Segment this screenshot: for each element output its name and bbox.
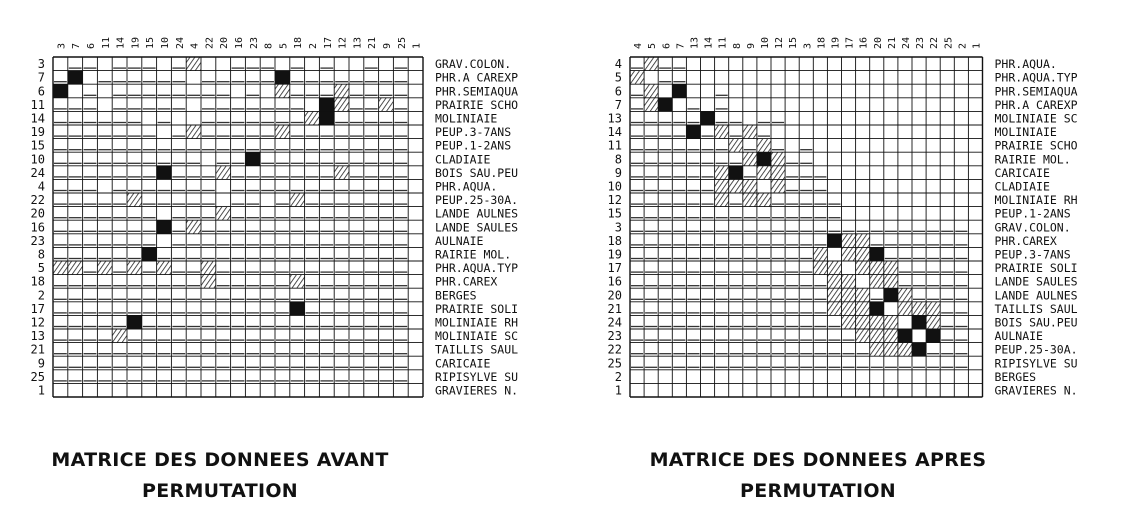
row-name: PHR.SEMIAQUA: [994, 84, 1078, 99]
right-title-line1: MATRICE DES DONNEES APRES: [649, 449, 987, 471]
row-name: PHR.CAREX: [994, 233, 1057, 248]
row-label: 21: [607, 301, 622, 316]
matrix-cell: [912, 343, 926, 357]
matrix-cell: [912, 302, 926, 316]
column-label: 8: [731, 42, 743, 49]
row-name: RIPISYLVE SU: [994, 356, 1078, 371]
row-label: 21: [30, 342, 45, 357]
row-label: 5: [614, 70, 622, 85]
column-label: 13: [352, 36, 364, 49]
row-label: 7: [614, 97, 622, 112]
row-label: 23: [30, 233, 45, 248]
matrix-cell: [898, 302, 912, 316]
matrix-cell: [898, 343, 912, 357]
row-name: RAIRIE MOL.: [435, 247, 512, 262]
column-label: 18: [293, 36, 305, 49]
matrix-cell: [729, 166, 743, 180]
matrix-cell: [827, 234, 841, 248]
matrix-cell: [884, 275, 898, 289]
row-name: LANDE AULNES: [994, 288, 1078, 303]
row-label: 17: [30, 301, 45, 316]
row-name: PHR.SEMIAQUA: [435, 84, 519, 99]
column-label: 4: [633, 42, 645, 49]
row-name: BOIS SAU.PEU: [994, 315, 1078, 330]
row-label: 15: [30, 138, 45, 153]
column-label: 24: [900, 36, 912, 49]
matrix-cell: [842, 234, 856, 248]
matrix-cell: [870, 247, 884, 261]
row-name: MOLINIAIE RH: [994, 193, 1078, 208]
row-label: 3: [614, 220, 622, 235]
row-name: PEUP.25-30A.: [435, 193, 519, 208]
matrix-cell: [186, 57, 201, 71]
matrix-cell: [157, 261, 172, 275]
left-title-line1: MATRICE DES DONNEES AVANT: [51, 449, 389, 471]
matrix-cell: [827, 288, 841, 302]
column-label: 21: [367, 36, 379, 49]
row-label: 1: [614, 383, 622, 398]
matrix-cell: [842, 315, 856, 329]
matrix-cell: [884, 343, 898, 357]
row-name: BERGES: [994, 369, 1037, 384]
matrix-cell: [275, 84, 290, 98]
matrix-cell: [884, 288, 898, 302]
matrix-cell: [157, 220, 172, 234]
column-label: 1: [971, 42, 983, 49]
row-label: 9: [614, 165, 622, 180]
matrix-cell: [157, 166, 172, 180]
row-label: 17: [607, 261, 622, 276]
row-name: RIPISYLVE SU: [435, 369, 519, 384]
row-label: 1: [37, 383, 45, 398]
matrix-cell: [290, 275, 305, 289]
matrix-cell: [729, 179, 743, 193]
matrix-cell: [771, 166, 785, 180]
matrix-cell: [379, 98, 394, 112]
column-label: 9: [382, 42, 393, 49]
left-title: [0, 445, 440, 507]
matrix-cell: [870, 315, 884, 329]
row-label: 18: [607, 233, 622, 248]
row-name: AULNAIE: [994, 329, 1043, 344]
row-label: 25: [30, 369, 45, 384]
matrix-cell: [743, 125, 757, 139]
matrix-cell: [290, 302, 305, 316]
matrix-cell: [827, 275, 841, 289]
column-label: 9: [745, 42, 757, 49]
column-label: 20: [872, 36, 884, 49]
row-name: PHR.A CAREXP: [994, 97, 1078, 112]
column-label: 11: [100, 36, 112, 49]
row-name: PHR.AQUA.TYP: [994, 70, 1078, 85]
column-label: 23: [915, 36, 927, 49]
row-name: RAIRIE MOL.: [994, 152, 1071, 167]
row-name: PRAIRIE SOLI: [435, 301, 519, 316]
matrix-cell: [644, 98, 658, 112]
matrix-cell: [686, 125, 700, 139]
matrix-cell: [127, 193, 142, 207]
matrix-cell: [275, 125, 290, 139]
matrix-cell: [884, 261, 898, 275]
row-label: 2: [614, 369, 622, 384]
row-name: MOLINIAIE RH: [435, 315, 519, 330]
column-label: 12: [337, 36, 349, 49]
column-label: 3: [802, 42, 814, 49]
matrix-cell: [856, 329, 870, 343]
row-name: PHR.A CAREXP: [435, 70, 519, 85]
matrix-cell: [334, 84, 349, 98]
column-label: 5: [647, 42, 659, 49]
row-label: 24: [607, 315, 622, 330]
matrix-cell: [216, 166, 231, 180]
row-name: MOLINIAIE: [994, 125, 1057, 140]
matrix-cell: [715, 125, 729, 139]
row-label: 16: [30, 220, 45, 235]
row-label: 8: [37, 247, 45, 262]
column-label: 12: [774, 36, 786, 49]
column-label: 17: [322, 36, 334, 49]
matrix-cell: [757, 166, 771, 180]
row-label: 15: [607, 206, 622, 221]
matrix-cell: [68, 71, 83, 85]
row-label: 25: [607, 356, 622, 371]
row-label: 18: [30, 274, 45, 289]
column-label: 2: [308, 42, 319, 49]
row-name: PHR.AQUA.TYP: [435, 261, 519, 276]
matrix-cell: [757, 193, 771, 207]
column-label: 16: [858, 36, 870, 49]
row-label: 11: [607, 138, 622, 153]
matrix-cell: [757, 152, 771, 166]
matrix-cell: [715, 179, 729, 193]
row-name: PEUP.1-2ANS: [435, 138, 512, 153]
matrix-cell: [842, 288, 856, 302]
row-label: 6: [614, 84, 622, 99]
matrix-cell: [926, 302, 940, 316]
row-label: 16: [607, 274, 622, 289]
row-label: 6: [37, 84, 45, 99]
row-name: PHR.AQUA.: [994, 57, 1057, 72]
matrix-cell: [658, 98, 672, 112]
matrix-cell: [842, 275, 856, 289]
row-name: PHR.CAREX: [435, 274, 498, 289]
matrix-cell: [771, 152, 785, 166]
row-name: TAILLIS SAUL: [994, 301, 1078, 316]
matrix-cell: [729, 139, 743, 153]
matrix-before-permutation: [31, 37, 519, 398]
matrix-cell: [630, 71, 644, 85]
row-label: 5: [37, 261, 45, 276]
row-label: 20: [607, 288, 622, 303]
matrix-cell: [644, 84, 658, 98]
matrix-cell: [898, 288, 912, 302]
column-label: 4: [189, 42, 201, 49]
row-label: 13: [30, 329, 45, 344]
row-name: BERGES: [435, 288, 477, 303]
row-name: CARICAIE: [435, 356, 491, 371]
column-label: 25: [943, 36, 955, 49]
matrix-cell: [856, 302, 870, 316]
column-label: 6: [661, 42, 673, 49]
row-label: 19: [30, 125, 45, 140]
row-label: 4: [614, 57, 622, 72]
row-name: GRAV.COLON.: [994, 220, 1071, 235]
matrix-cell: [884, 315, 898, 329]
row-name: CLADIAIE: [994, 179, 1050, 194]
row-label: 24: [30, 165, 45, 180]
row-label: 10: [30, 152, 45, 167]
column-label: 14: [115, 36, 127, 49]
matrix-cell: [127, 315, 142, 329]
matrix-cell: [305, 111, 320, 125]
matrix-cell: [870, 329, 884, 343]
matrix-after-permutation: [608, 37, 1078, 398]
matrix-cell: [757, 139, 771, 153]
row-label: 23: [607, 329, 622, 344]
row-label: 7: [37, 70, 45, 85]
matrix-cell: [898, 329, 912, 343]
row-name: PEUP.3-7ANS: [435, 125, 512, 140]
column-label: 11: [717, 36, 729, 49]
row-name: PEUP.25-30A.: [994, 342, 1078, 357]
matrix-cell: [216, 207, 231, 221]
column-label: 23: [248, 36, 260, 49]
column-label: 20: [219, 36, 231, 49]
matrix-cell: [290, 193, 305, 207]
row-label: 13: [607, 111, 622, 126]
matrix-cell: [856, 288, 870, 302]
matrix-cell: [856, 234, 870, 248]
column-label: 5: [278, 42, 290, 49]
matrix-cell: [856, 261, 870, 275]
row-name: PEUP.3-7ANS: [994, 247, 1071, 262]
matrix-cell: [827, 261, 841, 275]
matrix-cell: [926, 315, 940, 329]
matrix-cell: [743, 193, 757, 207]
matrix-cell: [319, 98, 334, 112]
matrix-cell: [870, 275, 884, 289]
matrix-cell: [53, 84, 68, 98]
column-label: 22: [204, 36, 216, 49]
matrix-cell: [870, 302, 884, 316]
row-label: 12: [30, 315, 45, 330]
row-name: MOLINIAIE SC: [435, 329, 519, 344]
matrix-cell: [53, 261, 68, 275]
matrix-cell: [701, 111, 715, 125]
row-name: LANDE SAULES: [435, 220, 519, 235]
matrix-cell: [186, 125, 201, 139]
row-name: PRAIRIE SCHO: [994, 138, 1078, 153]
matrix-cell: [743, 152, 757, 166]
matrix-cell: [856, 247, 870, 261]
right-title-line2: PERMUTATION: [740, 480, 896, 502]
column-label: 22: [929, 36, 941, 49]
column-label: 25: [396, 36, 408, 49]
row-name: BOIS SAU.PEU: [435, 165, 519, 180]
column-label: 13: [689, 36, 701, 49]
matrix-cell: [771, 179, 785, 193]
matrix-cell: [884, 329, 898, 343]
row-name: LANDE AULNES: [435, 206, 519, 221]
matrix-cell: [715, 166, 729, 180]
row-name: PEUP.1-2ANS: [994, 206, 1071, 221]
row-label: 19: [607, 247, 622, 262]
row-name: GRAV.COLON.: [435, 57, 512, 72]
matrix-cell: [912, 315, 926, 329]
column-label: 24: [174, 36, 186, 49]
matrix-cell: [142, 247, 157, 261]
column-label: 19: [130, 36, 142, 49]
column-label: 1: [411, 42, 423, 49]
column-label: 15: [788, 36, 800, 49]
column-label: 7: [71, 42, 83, 49]
right-title: [598, 445, 1038, 507]
column-label: 8: [263, 42, 275, 49]
matrix-cell: [275, 71, 290, 85]
matrix-cell: [644, 57, 658, 71]
row-label: 14: [607, 125, 622, 140]
matrix-cell: [743, 179, 757, 193]
matrix-cell: [245, 152, 260, 166]
row-name: GRAVIERES N.: [435, 383, 519, 398]
matrix-cell: [926, 329, 940, 343]
row-label: 10: [607, 179, 622, 194]
row-name: AULNAIE: [435, 233, 484, 248]
row-name: MOLINIAIE SC: [994, 111, 1078, 126]
row-label: 14: [30, 111, 45, 126]
matrix-cell: [715, 193, 729, 207]
row-name: PRAIRIE SCHO: [435, 97, 519, 112]
matrix-cell: [68, 261, 83, 275]
column-label: 2: [957, 42, 969, 49]
matrix-cell: [334, 166, 349, 180]
matrix-cell: [97, 261, 112, 275]
matrix-cell: [112, 329, 127, 343]
matrix-cell: [672, 84, 686, 98]
matrix-cell: [334, 98, 349, 112]
matrix-cell: [201, 275, 216, 289]
matrix-cell: [127, 261, 142, 275]
left-title-line2: PERMUTATION: [142, 480, 298, 502]
matrix-cell: [870, 261, 884, 275]
row-label: 12: [607, 193, 622, 208]
matrix-cell: [842, 302, 856, 316]
row-label: 22: [30, 193, 45, 208]
row-label: 22: [607, 342, 622, 357]
column-label: 3: [56, 42, 68, 49]
column-label: 17: [844, 36, 856, 49]
column-label: 14: [703, 36, 715, 49]
column-label: 16: [234, 36, 245, 49]
column-label: 19: [830, 36, 842, 49]
row-name: MOLINIAIE: [435, 111, 498, 126]
row-name: PRAIRIE SOLI: [994, 261, 1078, 276]
matrix-cell: [842, 247, 856, 261]
row-label: 4: [37, 179, 45, 194]
column-label: 6: [86, 42, 97, 49]
matrix-cell: [813, 261, 827, 275]
matrix-cell: [856, 315, 870, 329]
row-name: PHR.AQUA.: [435, 179, 498, 194]
row-name: LANDE SAULES: [994, 274, 1078, 289]
row-label: 2: [37, 288, 45, 303]
row-name: CARICAIE: [994, 165, 1050, 180]
matrix-cell: [813, 247, 827, 261]
column-label: 21: [886, 36, 898, 49]
row-label: 8: [614, 152, 622, 167]
row-name: CLADIAIE: [435, 152, 491, 167]
matrix-cell: [186, 220, 201, 234]
matrix-cell: [319, 111, 334, 125]
column-label: 10: [759, 36, 771, 49]
row-label: 3: [37, 57, 45, 72]
row-name: TAILLIS SAUL: [435, 342, 519, 357]
row-name: GRAVIERES N.: [994, 383, 1078, 398]
row-label: 11: [30, 97, 45, 112]
matrix-cell: [827, 302, 841, 316]
row-label: 9: [37, 356, 45, 371]
matrix-cell: [870, 343, 884, 357]
column-label: 15: [145, 36, 157, 49]
column-label: 7: [675, 42, 687, 49]
row-label: 20: [30, 206, 45, 221]
column-label: 18: [816, 36, 828, 49]
column-label: 10: [160, 36, 171, 49]
matrix-cell: [201, 261, 216, 275]
